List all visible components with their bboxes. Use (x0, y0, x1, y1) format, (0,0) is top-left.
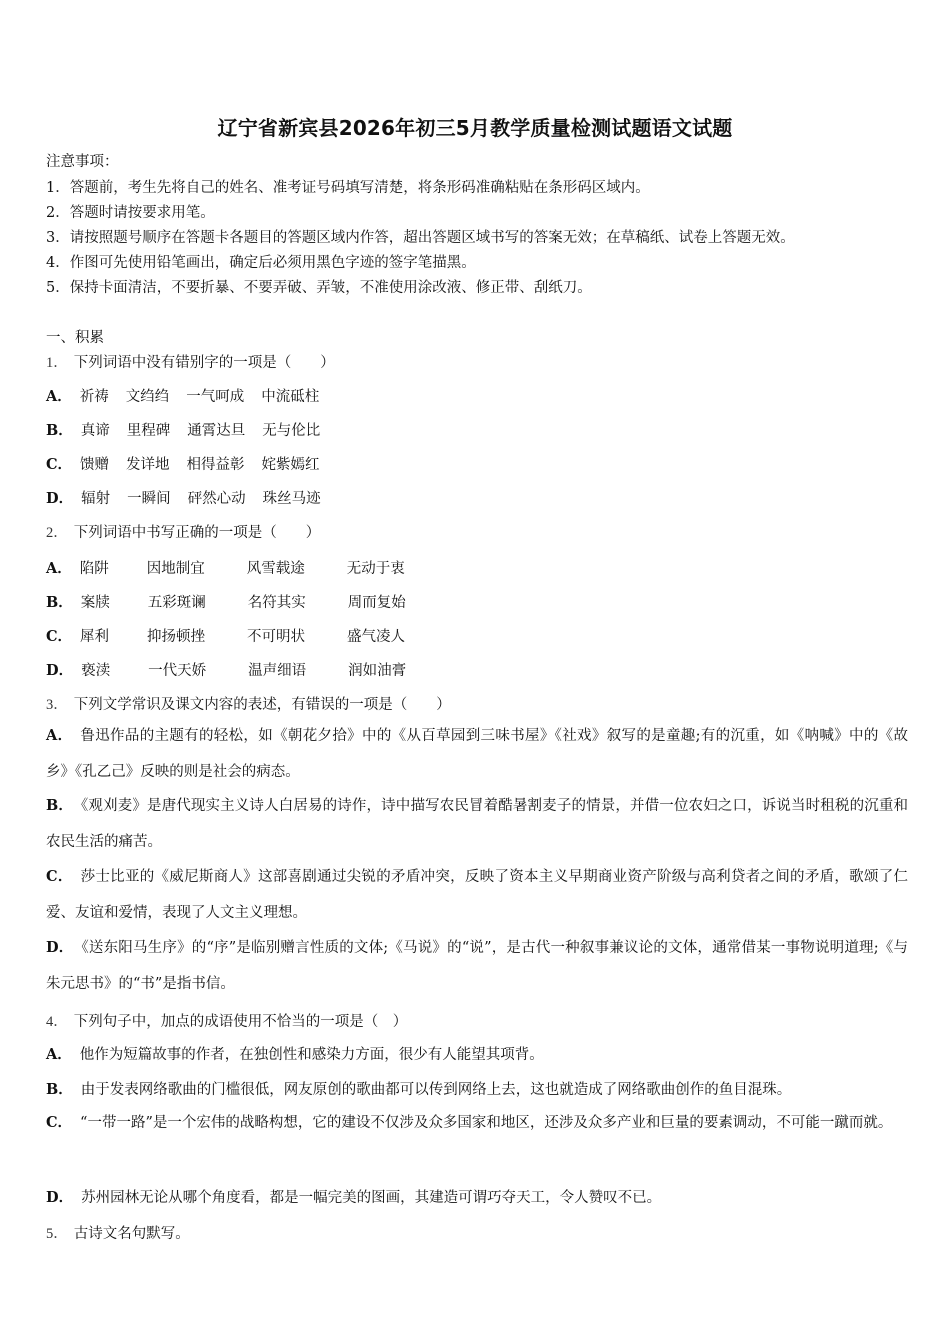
option-label: C． (46, 1114, 73, 1131)
q2-option-c (46, 625, 447, 646)
notice-heading: 注意事项： (46, 154, 119, 170)
question-number: 4． (46, 1014, 68, 1030)
question-text: 下列句子中，加点的成语使用不恰当的一项是（ ） (73, 1014, 408, 1030)
option-label: C． (46, 456, 73, 473)
option-word: 无动于衷 (346, 561, 405, 577)
option-word: 真谛 (80, 423, 110, 439)
option-label: A． (46, 1046, 72, 1063)
notice-item: 3．请按照题号顺序在答题卡各题目的答题区域内作答，超出答题区域书写的答案无效；在草稿纸、试卷上答题无效。 (46, 230, 795, 246)
option-word: 辐射 (81, 491, 111, 507)
question-4-stem (46, 1010, 407, 1031)
option-word: 因地制宜 (146, 561, 205, 577)
option-word: 珠丝马迹 (262, 491, 321, 507)
q4-option-c (46, 1105, 908, 1141)
question-number: 1． (46, 355, 68, 371)
option-word: 通霄达旦 (187, 423, 246, 439)
option-label: A． (46, 388, 72, 405)
option-word: 姹紫嫣红 (261, 457, 320, 473)
option-word: 祈祷 (79, 389, 109, 405)
option-label: C． (46, 628, 73, 645)
question-2-stem (46, 521, 320, 542)
notice-item: 4．作图可先使用铅笔画出，确定后必须用黑色字迹的签字笔描黑。 (46, 255, 476, 271)
option-word: 馈赠 (80, 457, 110, 473)
option-label: A． (46, 727, 73, 744)
question-1-stem (46, 351, 335, 372)
option-text: 由于发表网络歌曲的门槛很低，网友原创的歌曲都可以传到网络上去，这也就造成了网络歌曲创作的鱼目混珠。 (80, 1082, 792, 1098)
option-word: 温声细语 (248, 663, 307, 679)
q3-option-c (46, 859, 908, 931)
option-text: 苏州园林无论从哪个角度看，都是一幅完美的图画，其建造可谓巧夺天工，令人赞叹不已。 (81, 1190, 662, 1206)
q4-option-d (46, 1186, 661, 1207)
option-word: 润如油膏 (348, 663, 407, 679)
notice-item: 1．答题前，考生先将自己的姓名、准考证号码填写清楚，将条形码准确粘贴在条形码区域内。 (46, 180, 650, 196)
option-text: 《送东阳马生序》的“序”是临别赠言性质的文体;《马说》的“说”，是古代一种叙事兼议论的文体，通常借某一事物说明道理;《与朱元思书》的“书”是指书信。 (46, 940, 909, 992)
option-label: D． (46, 662, 74, 679)
option-word: 相得益彰 (186, 457, 245, 473)
q1-option-b (46, 419, 337, 440)
notice-item: 2．答题时请按要求用笔。 (46, 205, 215, 221)
question-number: 2． (46, 525, 68, 541)
option-text: 他作为短篇故事的作者，在独创性和感染力方面，很少有人能望其项背。 (79, 1047, 544, 1063)
q4-option-a (46, 1043, 544, 1064)
question-5-stem (46, 1222, 190, 1243)
question-text: 下列词语中书写正确的一项是（ ） (73, 525, 321, 541)
option-label: B． (46, 797, 74, 814)
option-word: 无与伦比 (262, 423, 321, 439)
option-word: 抑扬顿挫 (147, 629, 206, 645)
q4-option-b (46, 1078, 791, 1099)
option-word: 不可明状 (247, 629, 306, 645)
option-label: C． (46, 868, 73, 885)
question-text: 古诗文名句默写。 (73, 1226, 190, 1242)
option-word: 亵渎 (81, 663, 111, 679)
option-word: 陷阱 (79, 561, 109, 577)
option-word: 中流砥柱 (261, 389, 320, 405)
q3-option-a (46, 718, 908, 790)
question-number: 3． (46, 697, 68, 713)
option-word: 风雪载途 (246, 561, 305, 577)
option-label: B． (46, 594, 73, 611)
q2-option-b (46, 591, 448, 612)
q3-option-d (46, 930, 908, 1002)
option-label: B． (46, 422, 73, 439)
option-word: 砰然心动 (187, 491, 246, 507)
q2-option-d (46, 659, 448, 680)
section-heading: 一、积累 (46, 330, 104, 346)
option-word: 五彩斑谰 (147, 595, 206, 611)
q2-option-a (46, 557, 447, 578)
option-label: D． (46, 490, 74, 507)
q1-option-d (46, 487, 338, 508)
question-number: 5． (46, 1226, 68, 1242)
option-word: 案牍 (80, 595, 110, 611)
option-text: “一带一路”是一个宏伟的战略构想，它的建设不仅涉及众多国家和地区，还涉及众多产业和巨量的要素调动，不可能一蹴而就。 (80, 1115, 893, 1131)
option-word: 一代天娇 (148, 663, 207, 679)
option-word: 里程碑 (126, 423, 171, 439)
option-label: D． (46, 1189, 74, 1206)
option-word: 名符其实 (247, 595, 306, 611)
notice-item: 5．保持卡面清洁，不要折暴、不要弄破、弄皱，不准使用涂改液、修正带、刮纸刀。 (46, 280, 592, 296)
option-word: 发详地 (126, 457, 170, 473)
option-text: 莎士比亚的《威尼斯商人》这部喜剧通过尖锐的矛盾冲突，反映了资本主义早期商业资产阶级与高利贷者之间的矛盾，歌颂了仁爱、友谊和爱情，表现了人文主义理想。 (46, 869, 908, 921)
option-word: 一气呵成 (186, 389, 245, 405)
option-word: 周而复始 (347, 595, 406, 611)
option-word: 犀利 (80, 629, 110, 645)
page-title: 辽宁省新宾县2026年初三5月教学质量检测试题语文试题 (217, 116, 733, 140)
question-3-stem (46, 693, 451, 714)
question-text: 下列词语中没有错别字的一项是（ ） (73, 355, 335, 371)
q1-option-c (46, 453, 337, 474)
option-label: B． (46, 1081, 73, 1098)
option-label: A． (46, 560, 72, 577)
q1-option-a (46, 385, 336, 406)
option-word: 盛气凌人 (347, 629, 406, 645)
option-label: D． (46, 939, 74, 956)
option-text: 《观刈麦》是唐代现实主义诗人白居易的诗作，诗中描写农民冒着酷暑割麦子的情景，并借一位农妇之口，诉说当时租税的沉重和农民生活的痛苦。 (46, 798, 908, 850)
option-word: 文绉绉 (125, 389, 170, 405)
q3-option-b (46, 788, 908, 860)
question-text: 下列文学常识及课文内容的表述，有错误的一项是（ ） (73, 697, 451, 713)
option-text: 鲁迅作品的主题有的轻松，如《朝花夕拾》中的《从百草园到三味书屋》《社戏》叙写的是童趣;有的沉重，如《呐喊》中的《故乡》《孔乙己》反映的则是社会的病态。 (46, 728, 908, 780)
option-word: 一瞬间 (127, 491, 171, 507)
